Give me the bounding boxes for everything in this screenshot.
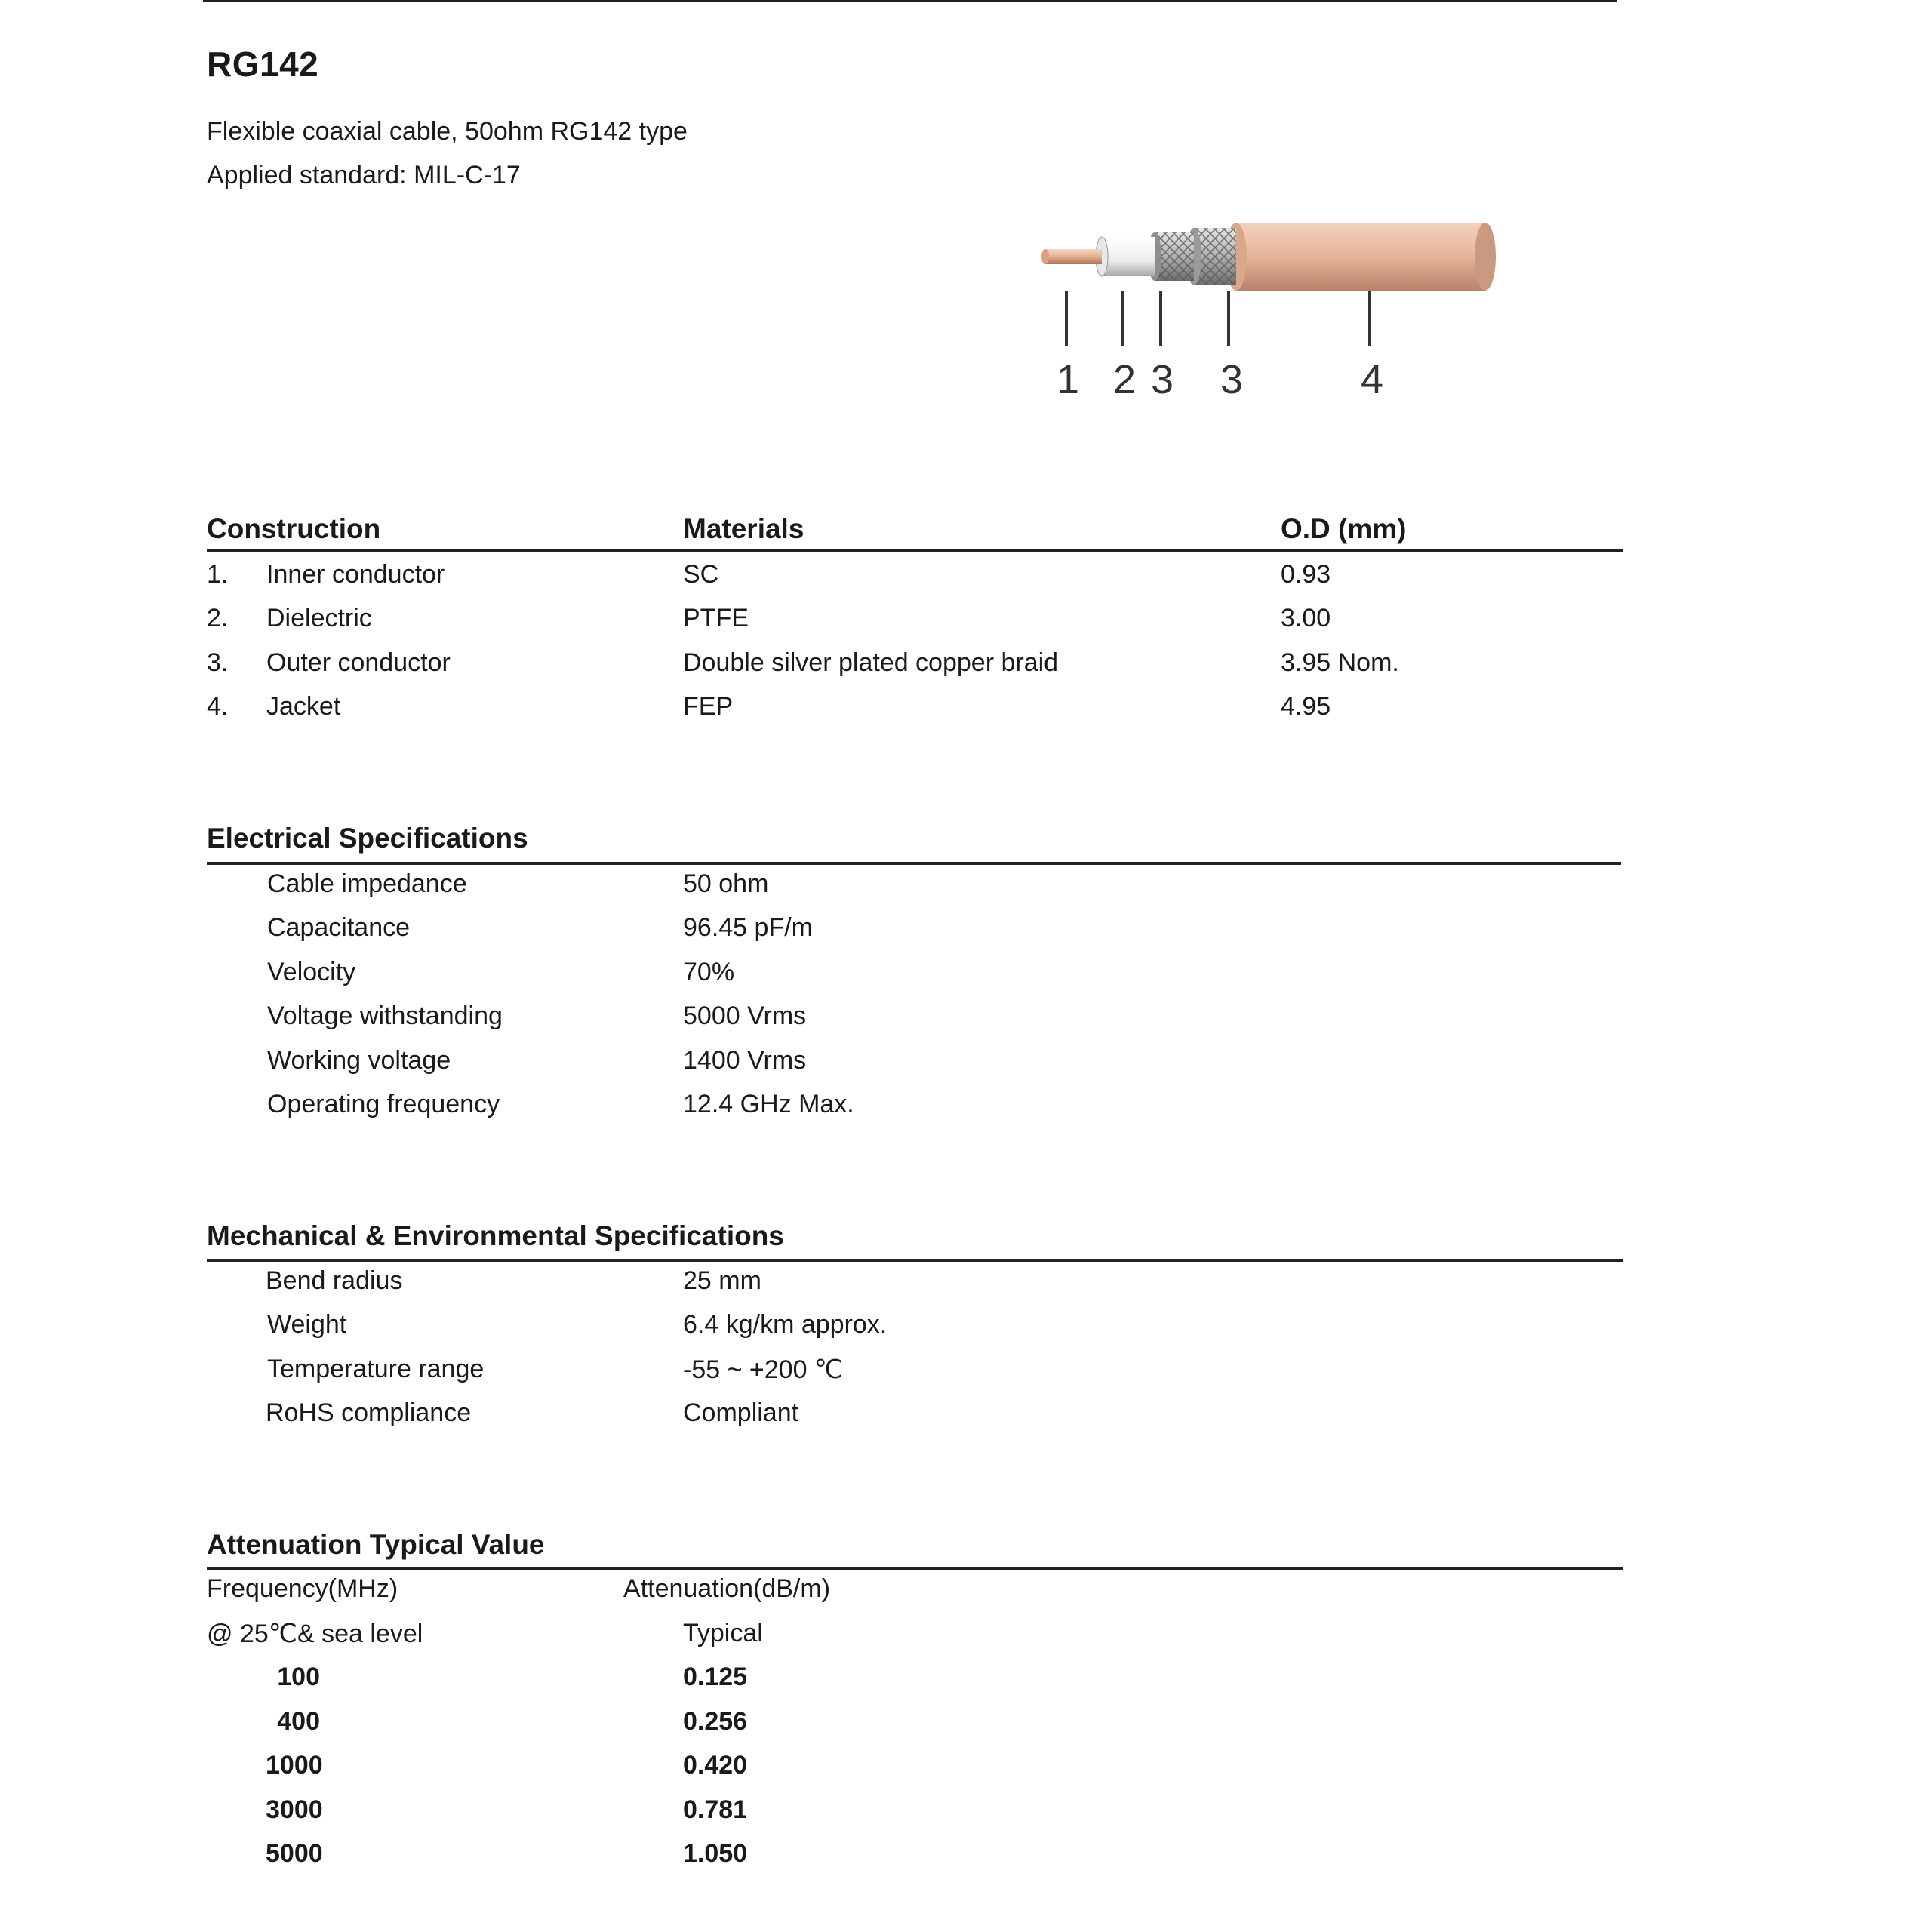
spec-label: Velocity <box>267 958 356 986</box>
construction-material: PTFE <box>683 604 749 632</box>
top-rule <box>203 0 1617 2</box>
construction-material: FEP <box>683 692 734 721</box>
construction-od: 4.95 <box>1281 692 1331 721</box>
callout-label-4: 4 <box>1360 357 1384 402</box>
spec-value: 1400 Vrms <box>683 1046 807 1075</box>
frequency-value: 3000 <box>266 1795 323 1824</box>
frequency-value: 400 <box>277 1707 320 1736</box>
dielectric-layer <box>1096 237 1155 276</box>
inner-braid-layer <box>1148 232 1194 281</box>
attenuation-value: 0.420 <box>683 1751 748 1780</box>
test-condition: @ 25℃& sea level <box>207 1620 423 1648</box>
spec-value: 50 ohm <box>683 869 769 898</box>
frequency-header: Frequency(MHz) <box>207 1574 398 1603</box>
construction-name: Dielectric <box>266 604 372 632</box>
product-description: Flexible coaxial cable, 50ohm RG142 type <box>207 117 688 146</box>
callout-label-2: 2 <box>1112 357 1137 402</box>
mechanical-title: Mechanical & Environmental Specifications <box>207 1220 784 1251</box>
attenuation-value: 0.256 <box>683 1707 748 1736</box>
materials-header: Materials <box>683 513 804 544</box>
construction-material: SC <box>683 560 719 589</box>
spec-label: Voltage withstanding <box>267 1001 503 1030</box>
construction-name: Jacket <box>266 692 341 721</box>
frequency-value: 5000 <box>266 1839 323 1868</box>
spec-label: Weight <box>267 1310 347 1339</box>
spec-label: Operating frequency <box>267 1090 500 1118</box>
spec-label: RoHS compliance <box>266 1398 472 1427</box>
spec-label: Capacitance <box>267 913 411 942</box>
frequency-value: 100 <box>277 1663 320 1691</box>
spec-value: 12.4 GHz Max. <box>683 1090 854 1118</box>
construction-od: 3.95 Nom. <box>1281 648 1399 677</box>
callout-label-3b: 3 <box>1220 357 1244 402</box>
electrical-title: Electrical Specifications <box>207 823 528 854</box>
spec-label: Cable impedance <box>267 869 467 898</box>
construction-name: Inner conductor <box>266 560 445 589</box>
spec-value: 96.45 pF/m <box>683 913 813 942</box>
construction-name: Outer conductor <box>266 648 451 677</box>
callout-label-1: 1 <box>1056 357 1080 402</box>
attenuation-value: 0.125 <box>683 1663 748 1691</box>
spec-value: Compliant <box>683 1398 799 1427</box>
spec-value: 5000 Vrms <box>683 1001 807 1030</box>
spec-value: 25 mm <box>683 1266 761 1295</box>
electrical-rule <box>207 862 1621 865</box>
attenuation-title: Attenuation Typical Value <box>207 1529 545 1560</box>
row-number: 4. <box>207 692 229 721</box>
attenuation-value: 1.050 <box>683 1839 748 1868</box>
construction-od: 0.93 <box>1281 560 1331 589</box>
frequency-value: 1000 <box>266 1751 323 1780</box>
cable-cross-section-diagram <box>1034 211 1532 408</box>
row-number: 2. <box>207 604 229 632</box>
od-header: O.D (mm) <box>1281 513 1407 544</box>
row-number: 3. <box>207 648 229 677</box>
spec-value: 6.4 kg/km approx. <box>683 1310 888 1339</box>
construction-od: 3.00 <box>1281 604 1331 632</box>
construction-rule <box>207 549 1623 552</box>
attenuation-value: 0.781 <box>683 1795 748 1824</box>
row-number: 1. <box>207 560 229 589</box>
construction-title: Construction <box>207 513 381 544</box>
callout-label-3a: 3 <box>1150 357 1174 402</box>
jacket-layer <box>1226 223 1496 291</box>
spec-value: 70% <box>683 958 735 986</box>
attenuation-rule <box>207 1567 1623 1570</box>
construction-material: Double silver plated copper braid <box>683 648 1059 677</box>
page-title: RG142 <box>207 45 319 84</box>
inner-conductor <box>1041 249 1102 264</box>
spec-value: -55 ~ +200 ℃ <box>683 1355 844 1384</box>
attenuation-header: Attenuation(dB/m) <box>623 1574 831 1603</box>
spec-label: Bend radius <box>266 1266 403 1295</box>
spec-label: Working voltage <box>267 1046 451 1075</box>
applied-standard: Applied standard: MIL-C-17 <box>207 161 521 189</box>
mechanical-rule <box>207 1259 1623 1262</box>
typical-header: Typical <box>683 1619 763 1647</box>
spec-label: Temperature range <box>267 1355 485 1383</box>
